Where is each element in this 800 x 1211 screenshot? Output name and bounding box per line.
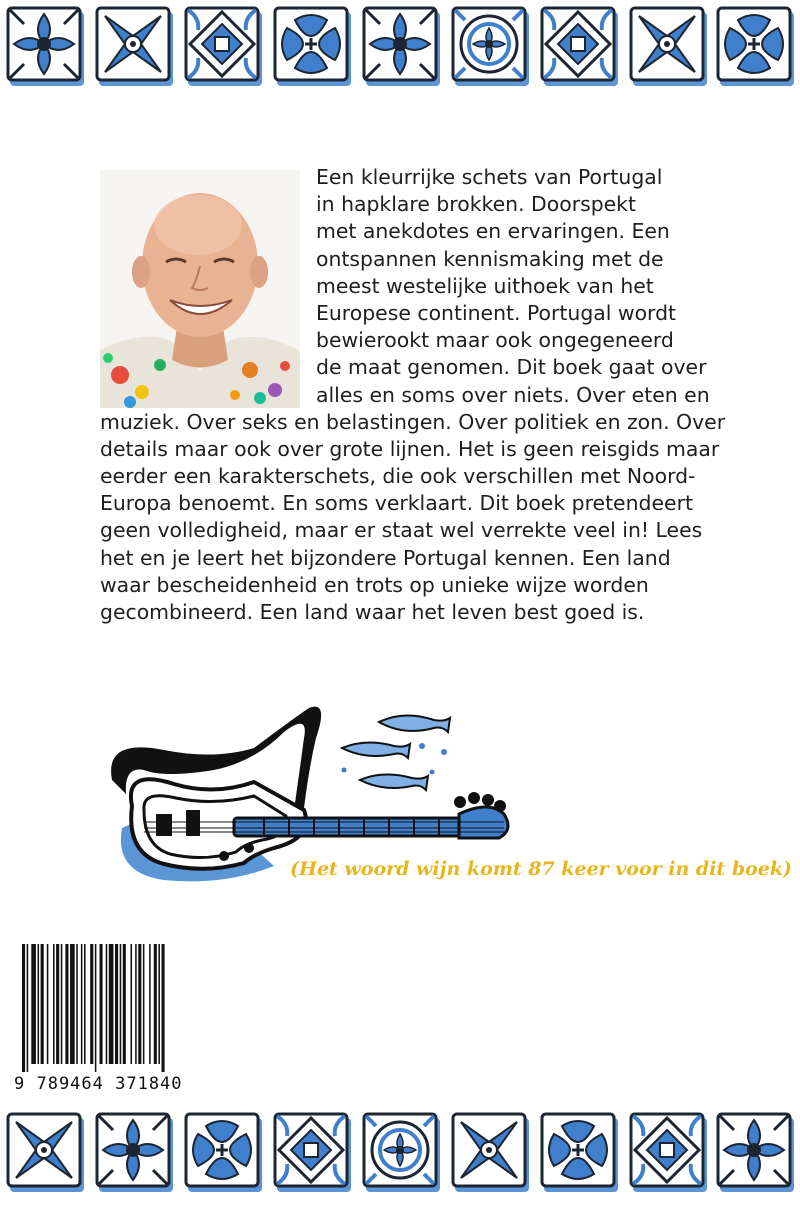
azulejo-tile-graphic	[6, 1112, 86, 1194]
barcode-bar	[158, 944, 160, 1064]
barcode-bar	[31, 944, 36, 1064]
barcode-bar	[138, 944, 141, 1064]
barcode-bar	[90, 944, 93, 1064]
sardine-icon	[360, 774, 428, 790]
azulejo-tile-graphic	[184, 6, 264, 88]
blurb-line: geen volledigheid, maar er staat wel verrekte veel in! Lees	[100, 518, 703, 543]
barcode-bar	[22, 944, 25, 1072]
azulejo-tile-icon	[362, 6, 442, 88]
blurb-line: met anekdotes en ervaringen. Een	[316, 219, 670, 244]
blurb-line: meest westelijke uithoek van het	[316, 273, 654, 298]
barcode-bar	[70, 944, 75, 1064]
barcode-bar	[95, 944, 97, 1072]
azulejo-tile-icon	[273, 6, 353, 88]
barcode-bar	[162, 944, 165, 1072]
azulejo-tile-graphic	[540, 1112, 620, 1194]
blurb-line: details maar ook over grote lijnen. Het is geen reisgids maar	[100, 436, 720, 461]
azulejo-tile-graphic	[629, 1112, 709, 1194]
blurb-line: alles en soms over niets. Over eten en	[316, 382, 710, 407]
azulejo-tile-graphic	[273, 6, 353, 88]
azulejo-tile-icon	[716, 1112, 796, 1194]
barcode-bar	[106, 944, 108, 1064]
barcode-bar	[47, 944, 49, 1064]
azulejo-tile-icon	[716, 6, 796, 88]
blurb-line: Een kleurrijke schets van Portugal	[316, 165, 663, 189]
barcode-bars-icon	[14, 944, 214, 1072]
bottom-tile-border	[0, 1112, 800, 1198]
blurb-line: in hapklare brokken. Doorspekt	[316, 192, 636, 217]
barcode-bar	[149, 944, 151, 1064]
azulejo-tile-icon	[6, 6, 86, 88]
azulejo-tile-icon	[95, 6, 175, 88]
top-tile-border	[0, 6, 800, 92]
blurb-line: het en je leert het bijzondere Portugal kennen. Een land	[100, 545, 671, 570]
azulejo-tile-graphic	[95, 1112, 175, 1194]
sardine-icon	[379, 715, 450, 732]
barcode-bar	[38, 944, 40, 1064]
azulejo-tile-graphic	[629, 6, 709, 88]
isbn-number: 9 789464 371840	[14, 1074, 183, 1094]
azulejo-tile-icon	[629, 1112, 709, 1194]
barcode-bar	[131, 944, 133, 1064]
barcode-bar	[27, 944, 29, 1072]
blurb-line: ontspannen kennismaking met de	[316, 246, 664, 271]
azulejo-tile-graphic	[184, 1112, 264, 1194]
blurb-line: Europa benoemt. En soms verklaart. Dit boek pretendeert	[100, 491, 693, 516]
blurb-line: Europese continent. Portugal wordt	[316, 300, 677, 325]
azulejo-tile-graphic	[451, 6, 531, 88]
azulejo-tile-icon	[540, 1112, 620, 1194]
blurb-line: bewierookt maar ook ongegeneerd	[316, 328, 674, 353]
barcode-bar	[61, 944, 63, 1064]
azulejo-tile-graphic	[362, 6, 442, 88]
azulejo-tile-graphic	[273, 1112, 353, 1194]
barcode-bar	[53, 944, 55, 1064]
isbn-barcode	[14, 944, 214, 1099]
sardine-icon	[342, 742, 410, 758]
azulejo-tile-icon	[540, 6, 620, 88]
back-cover-blurb	[100, 164, 726, 626]
blurb-line: muziek. Over seks en belastingen. Over politiek en zon. Over	[100, 409, 726, 434]
blurb-line: eerder een karakterschets, die ook verschillen met Noord-	[100, 464, 696, 489]
barcode-bar	[65, 944, 68, 1064]
barcode-bar	[135, 944, 137, 1064]
barcode-bar	[120, 944, 122, 1064]
azulejo-tile-icon	[184, 6, 264, 88]
barcode-bar	[76, 944, 78, 1064]
barcode-bar	[81, 944, 83, 1064]
azulejo-tile-graphic	[716, 6, 796, 88]
barcode-bar	[123, 944, 126, 1064]
azulejo-tile-icon	[184, 1112, 264, 1194]
azulejo-tile-graphic	[540, 6, 620, 88]
azulejo-tile-icon	[95, 1112, 175, 1194]
barcode-bar	[109, 944, 114, 1064]
azulejo-tile-graphic	[362, 1112, 442, 1194]
azulejo-tile-icon	[451, 6, 531, 88]
barcode-bar	[41, 944, 44, 1064]
azulejo-tile-graphic	[6, 6, 86, 88]
azulejo-tile-graphic	[451, 1112, 531, 1194]
azulejo-tile-graphic	[95, 6, 175, 88]
barcode-bar	[115, 944, 118, 1064]
tagline: (Het woord wijn komt 87 keer voor in dit boek)	[290, 858, 793, 880]
blurb-line: gecombineerd. Een land waar het leven best goed is.	[100, 600, 645, 624]
azulejo-tile-graphic	[716, 1112, 796, 1194]
azulejo-tile-icon	[273, 1112, 353, 1194]
azulejo-tile-icon	[362, 1112, 442, 1194]
azulejo-tile-icon	[629, 6, 709, 88]
blurb-line: waar bescheidenheid en trots op unieke wijze worden	[100, 572, 649, 597]
barcode-bar	[154, 944, 157, 1064]
barcode-bar	[84, 944, 86, 1064]
barcode-bar	[100, 944, 103, 1064]
azulejo-tile-icon	[6, 1112, 86, 1194]
barcode-bar	[143, 944, 145, 1064]
blurb-line: de maat genomen. Dit boek gaat over	[316, 355, 707, 380]
azulejo-tile-icon	[451, 1112, 531, 1194]
barcode-bar	[56, 944, 59, 1064]
